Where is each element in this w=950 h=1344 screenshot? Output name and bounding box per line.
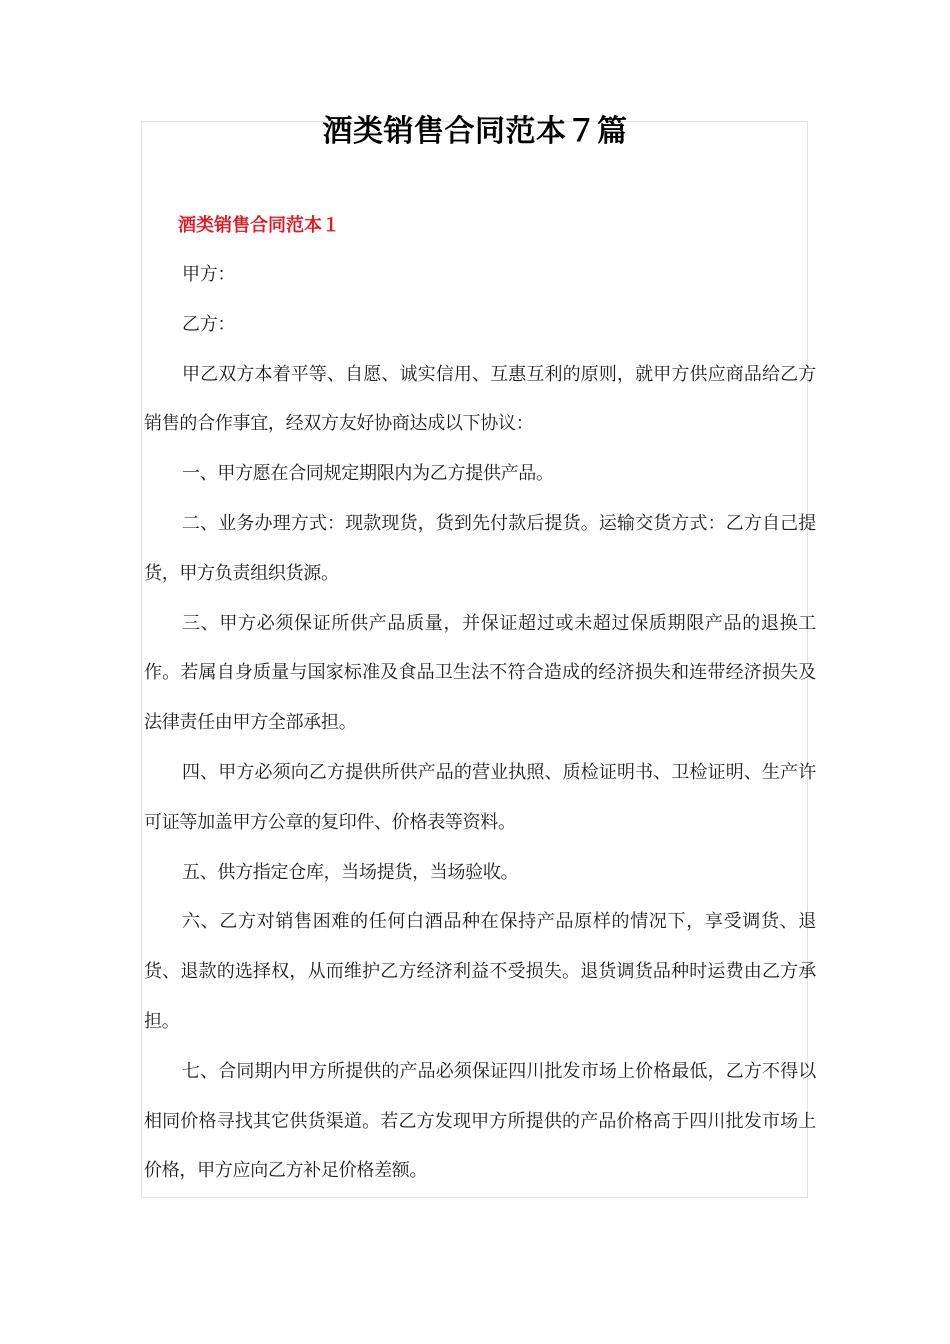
document-body <box>144 202 816 1196</box>
clause-4: 四、甲方必须向乙方提供所供产品的营业执照、质检证明书、卫检证明、生产许可证等加盖甲方公章的复印件、价格表等资料。 <box>144 761 816 833</box>
party-b-line: 乙方： <box>182 313 236 335</box>
clause-6: 六、乙方对销售困难的任何白酒品种在保持产品原样的情况下，享受调货、退货、退款的选择权，从而维护乙方经济利益不受损失。退货调货品种时运费由乙方承担。 <box>144 911 816 1032</box>
document-title: 酒类销售合同范本７篇 <box>322 114 628 149</box>
clause-2: 二、业务办理方式：现款现货，货到先付款后提货。运输交货方式：乙方自己提货，甲方负责组织货源。 <box>144 512 816 584</box>
party-a-line: 甲方： <box>182 264 236 285</box>
section-title: 酒类销售合同范本１ <box>178 215 340 236</box>
clause-1: 一、甲方愿在合同规定期限内为乙方提供产品。 <box>182 463 554 485</box>
clause-5: 五、供方指定仓库，当场提货，当场验收。 <box>182 861 519 883</box>
clause-3: 三、甲方必须保证所供产品质量，并保证超过或未超过保质期限产品的退换工作。若属自身质量与国家标准及食品卫生法不符合造成的经济损失和连带经济损失及法律责任由甲方全部承担。 <box>144 612 816 734</box>
preamble-paragraph: 甲乙双方本着平等、自愿、诚实信用、互惠互利的原则，就甲方供应商品给乙方销售的合作事宜，经双方友好协商达成以下协议： <box>144 363 816 435</box>
clause-7: 七、合同期内甲方所提供的产品必须保证四川批发市场上价格最低，乙方不得以相同价格寻找其它供货渠道。若乙方发现甲方所提供的产品价格高于四川批发市场上价格，甲方应向乙方补足价格差额。 <box>144 1060 816 1182</box>
